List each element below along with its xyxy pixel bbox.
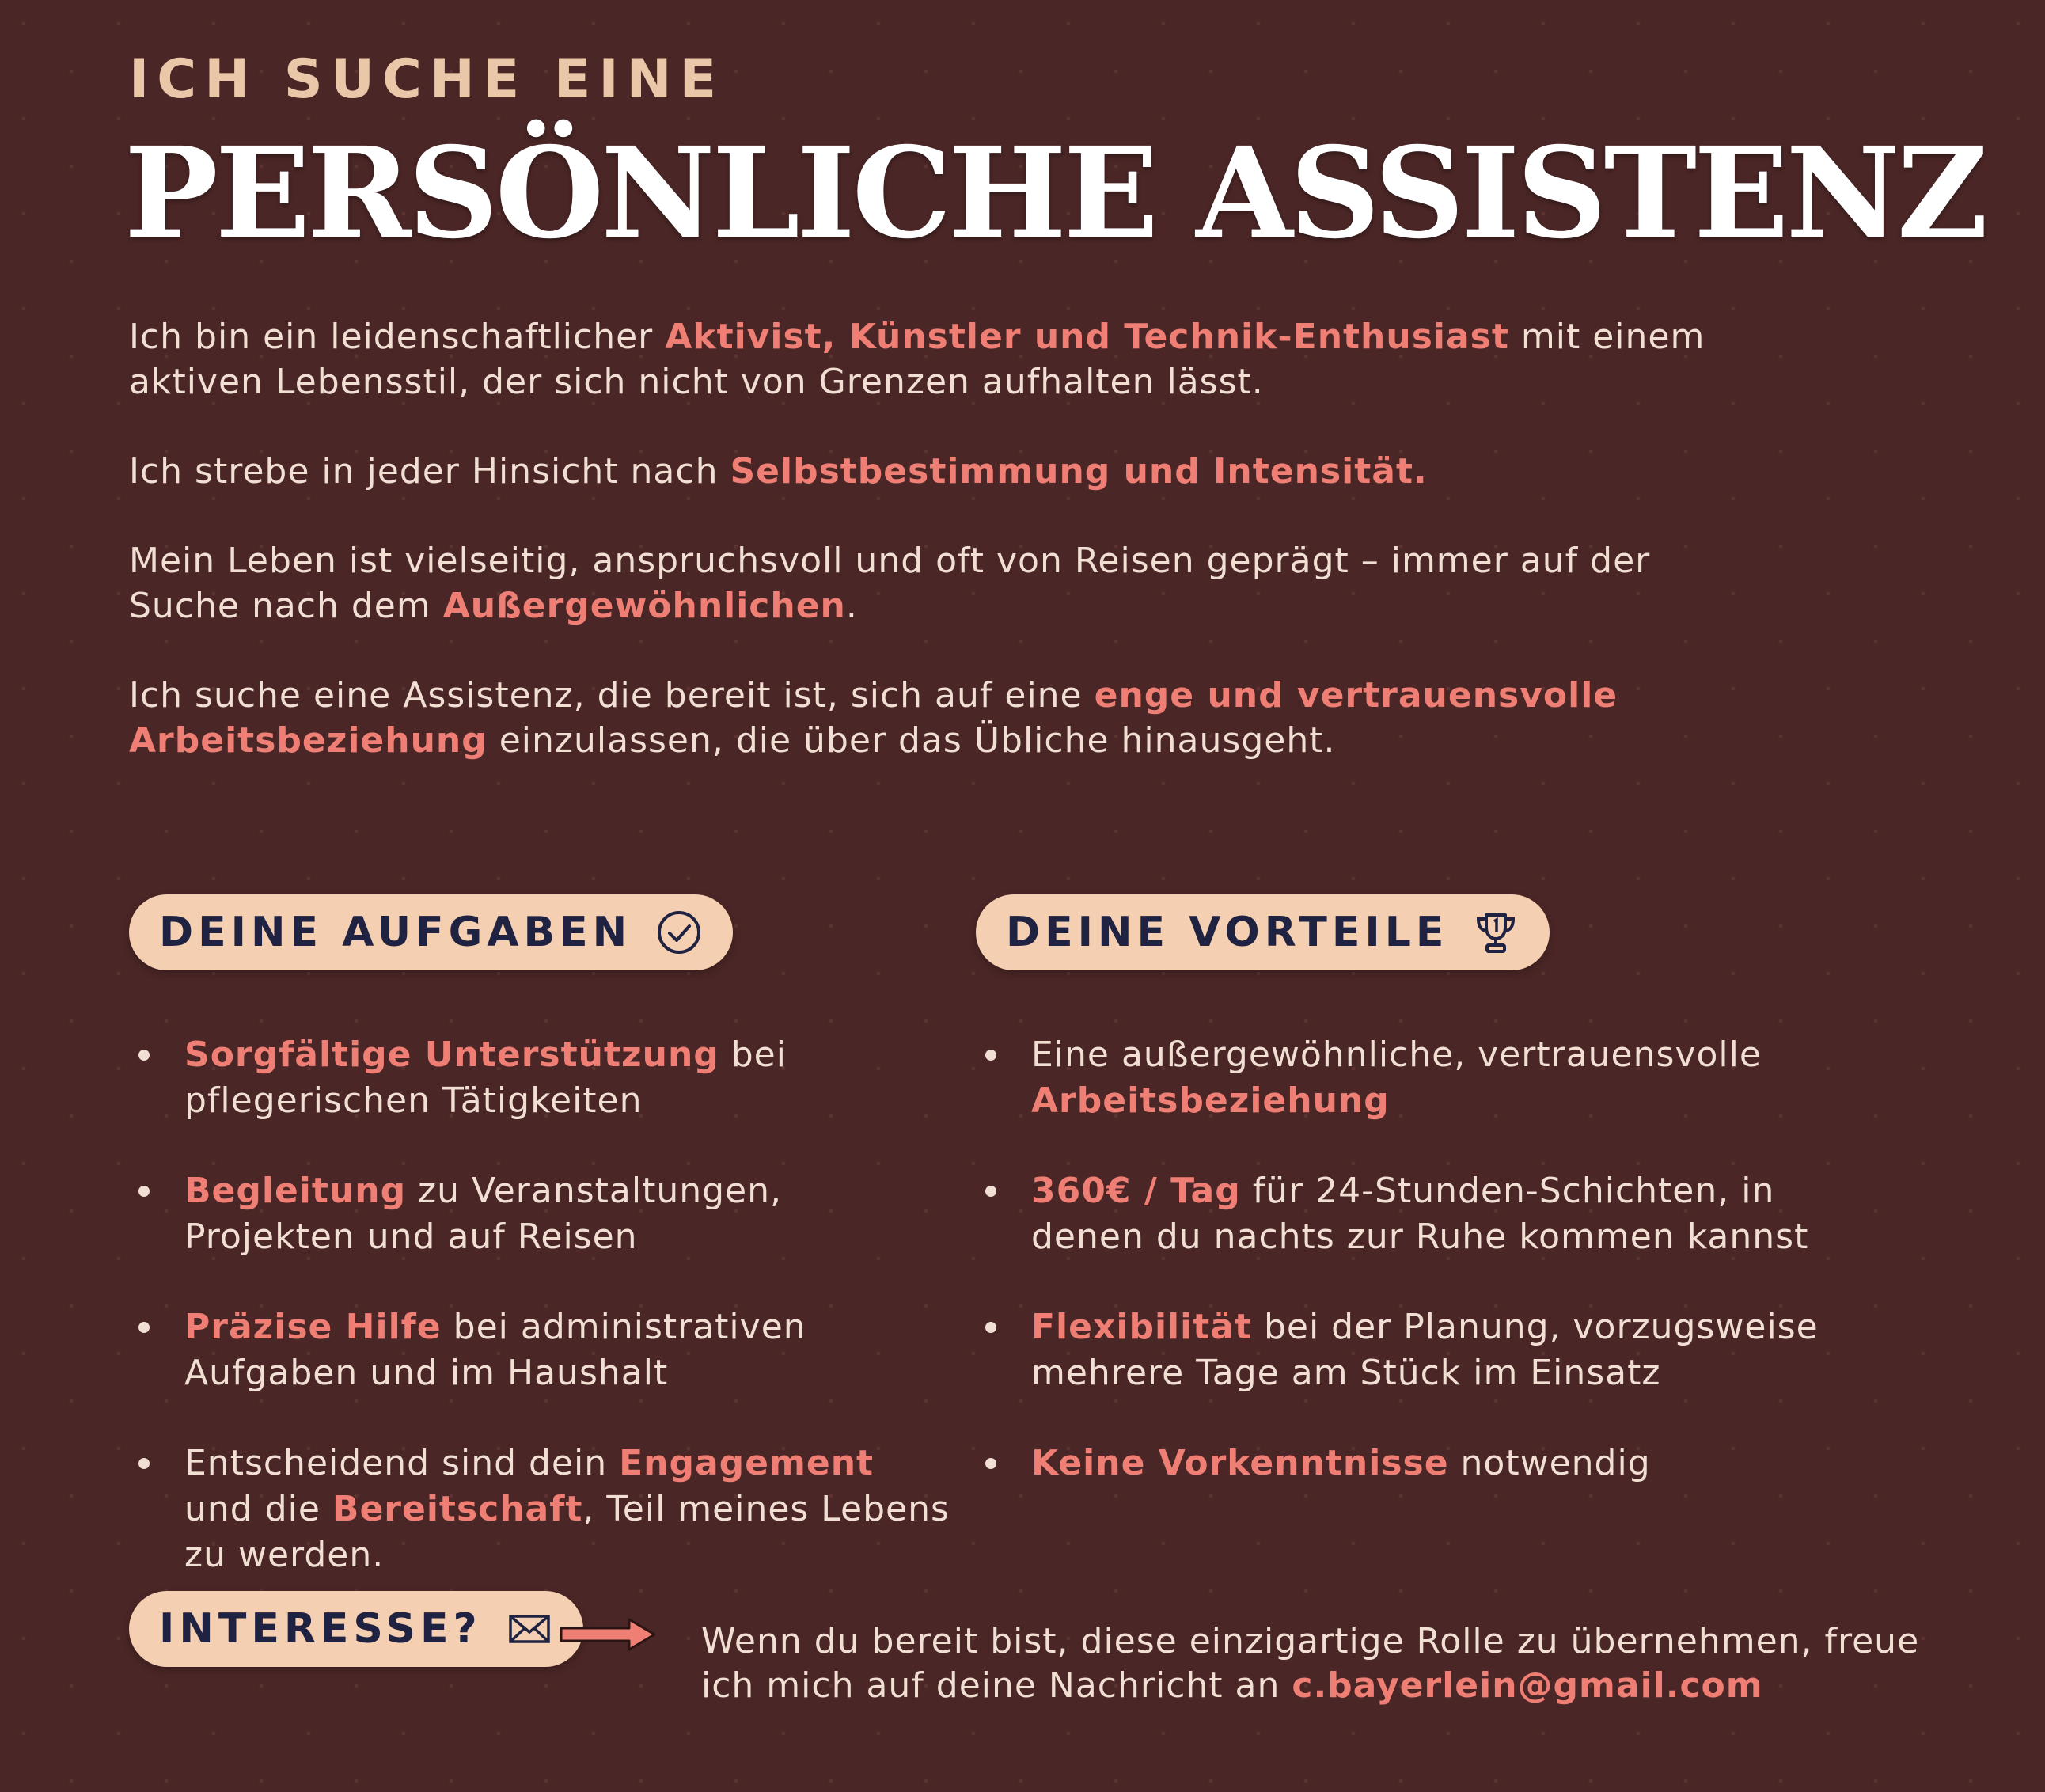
text-segment: bei pflegerischen Tätigkeiten [184, 1035, 787, 1121]
highlight-text: 360€ / Tag [1031, 1171, 1241, 1211]
arrow-right-icon [556, 1615, 659, 1654]
list-item [976, 1168, 1846, 1260]
benefits-column [976, 894, 1846, 1531]
contact-section [129, 1591, 1925, 1706]
text-segment: Entscheidend sind dein [184, 1443, 620, 1483]
text-segment: einzulassen, die über das Übliche hinausgeht. [487, 720, 1336, 761]
list-item [129, 1168, 952, 1260]
list-item [976, 1441, 1846, 1486]
text-segment: bei administrativen Aufgaben und im Haushalt [184, 1307, 806, 1393]
highlight-text: Flexibilität [1031, 1307, 1252, 1347]
list-item [129, 1304, 952, 1396]
text-segment: Ich strebe in jeder Hinsicht nach [129, 451, 730, 492]
text-segment: bei der Planung, vorzugsweise mehrere Tage am Stück im Einsatz [1031, 1307, 1819, 1393]
interest-label: INTERESSE? [159, 1605, 482, 1653]
text-segment: zu Veranstaltungen, Projekten und auf Reisen [184, 1171, 782, 1257]
contact-text [701, 1619, 1952, 1708]
highlight-text: Außergewöhnlichen [442, 586, 846, 627]
highlight-text: Selbstbestimmung und Intensität. [730, 451, 1428, 492]
interest-badge [129, 1591, 583, 1667]
highlight-text: Engagement [619, 1443, 875, 1483]
text-segment: mit einem aktiven Lebensstil, der sich nicht von Grenzen aufhalten lässt. [129, 317, 1705, 403]
text-segment: Eine außergewöhnliche, vertrauensvolle [1031, 1035, 1762, 1075]
intro-paragraph [129, 449, 1751, 494]
envelope-icon [506, 1605, 553, 1653]
benefits-badge [976, 894, 1550, 970]
text-segment: . [845, 586, 858, 627]
text-segment: und die [184, 1489, 332, 1529]
tasks-column [129, 894, 952, 1623]
highlight-text: Aktivist, Künstler und Technik-Enthusiast [665, 317, 1509, 358]
page-title: PERSÖNLICHE ASSISTENZ [124, 120, 1986, 267]
tasks-badge [129, 894, 733, 970]
list-item [976, 1304, 1846, 1396]
benefits-list [976, 1032, 1846, 1486]
list-item [976, 1032, 1846, 1124]
highlight-text: Begleitung [184, 1171, 407, 1211]
text-segment: notwendig [1448, 1443, 1651, 1483]
benefits-label: DEINE VORTEILE [1006, 909, 1449, 956]
text-segment: , Teil meines Lebens zu werden. [184, 1489, 950, 1575]
tasks-label: DEINE AUFGABEN [159, 909, 632, 956]
poster [124, 47, 1986, 1706]
highlight-text: Bereitschaft [332, 1489, 583, 1529]
highlight-text: c.bayerlein@gmail.com [1292, 1665, 1763, 1706]
intro [129, 314, 1751, 763]
kicker: ICH SUCHE EINE [129, 48, 725, 111]
list-item [129, 1032, 952, 1124]
trophy-icon [1472, 909, 1520, 956]
highlight-text: enge und vertrauensvolle Arbeitsbeziehung [129, 675, 1618, 761]
text-segment: Wenn du bereit bist, diese einzigartige Rolle zu übernehmen, freue ich mich auf deine Nachricht an [701, 1621, 1920, 1706]
highlight-text: Sorgfältige Unterstützung [184, 1035, 719, 1075]
text-segment: Ich suche eine Assistenz, die bereit ist, sich auf eine [129, 675, 1095, 716]
text-segment: Ich bin ein leidenschaftlicher [129, 317, 666, 358]
tasks-list [129, 1032, 952, 1578]
highlight-text: Arbeitsbeziehung [1031, 1080, 1390, 1121]
highlight-text: Keine Vorkenntnisse [1031, 1443, 1449, 1483]
text-segment: für 24-Stunden-Schichten, in denen du nachts zur Ruhe kommen kannst [1031, 1171, 1809, 1257]
highlight-text: Präzise Hilfe [184, 1307, 442, 1347]
intro-paragraph [129, 538, 1751, 628]
intro-paragraph [129, 314, 1751, 404]
check-circle-icon [655, 909, 703, 956]
text-segment: Mein Leben ist vielseitig, anspruchsvoll und oft von Reisen geprägt – immer auf der Suche nach dem [129, 541, 1651, 627]
intro-paragraph [129, 673, 1751, 763]
list-item [129, 1441, 952, 1578]
